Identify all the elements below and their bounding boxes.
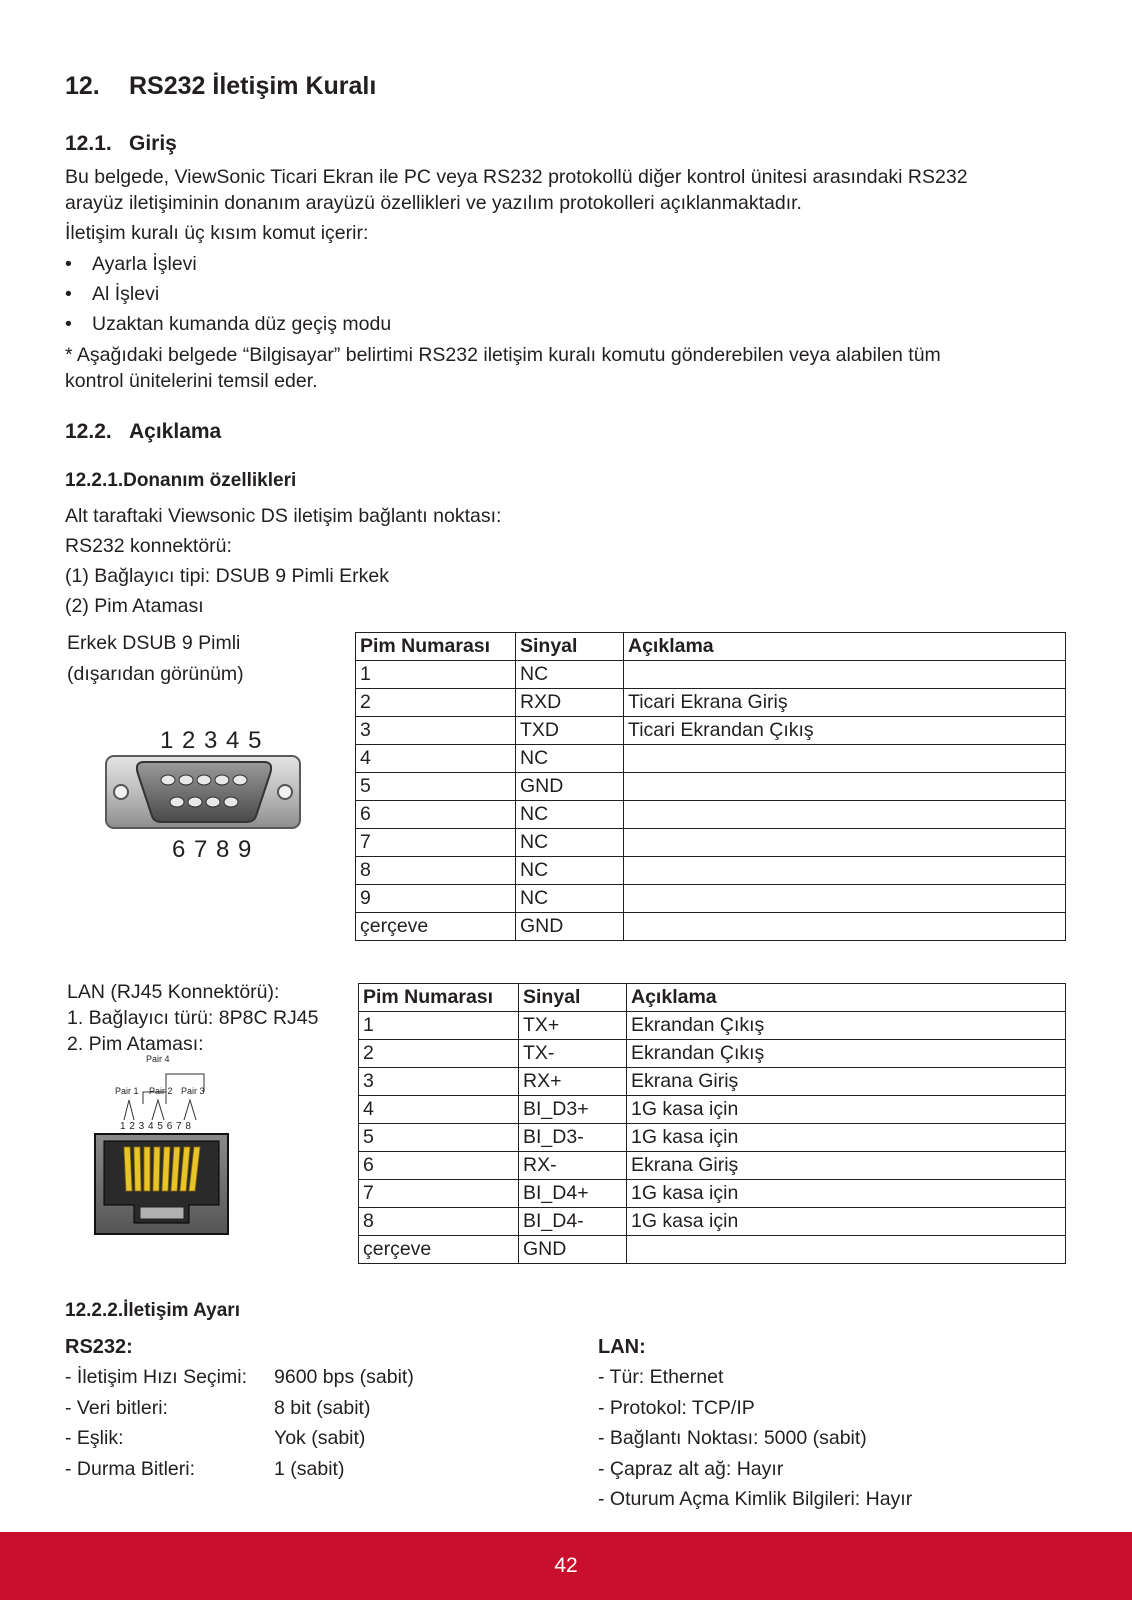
rs232-setting-value: 9600 bps (sabit) xyxy=(274,1366,414,1388)
table-row: 1 TX+ Ekrandan Çıkış xyxy=(359,1012,1066,1040)
bullet-icon: • xyxy=(65,253,72,275)
rs232-settings-title: RS232: xyxy=(65,1336,133,1358)
lan-settings-title: LAN: xyxy=(598,1336,646,1358)
dsub-connector-icon xyxy=(104,752,304,834)
column-header: Pim Numarası xyxy=(359,984,519,1012)
rs232-setting-label: - Eşlik: xyxy=(65,1427,124,1449)
rj45-connector-icon xyxy=(94,1133,229,1235)
rs232-setting-label: - Veri bitleri: xyxy=(65,1397,168,1419)
table-row: çerçeve GND xyxy=(356,913,1066,941)
note-line1: * Aşağıdaki belgede “Bilgisayar” belirtimi RS232 iletişim kuralı komutu gönderebilen veya alabilen tüm xyxy=(65,344,941,366)
table-row: 4 BI_D3+ 1G kasa için xyxy=(359,1096,1066,1124)
column-header: Sinyal xyxy=(519,984,627,1012)
rs232-setting-value: 8 bit (sabit) xyxy=(274,1397,371,1419)
table-row: 3 TXD Ticari Ekrandan Çıkış xyxy=(356,717,1066,745)
table-row: 4 NC xyxy=(356,745,1066,773)
table-row: 7 BI_D4+ 1G kasa için xyxy=(359,1180,1066,1208)
rs232-setting-label: - Durma Bitleri: xyxy=(65,1458,196,1480)
note-line2: kontrol ünitelerini temsil eder. xyxy=(65,370,318,392)
intro-paragraph-line2: arayüz iletişiminin donanım arayüzü özellikleri ve yazılım protokolleri açıklanmaktadır. xyxy=(65,192,802,214)
intro-paragraph-line1: Bu belgede, ViewSonic Ticari Ekran ile PC veya RS232 protokollü diğer kontrol ünitesi arasındaki RS232 xyxy=(65,166,968,188)
lan-pin-table xyxy=(358,983,1066,1264)
table-row: 5 GND xyxy=(356,773,1066,801)
description-title: Açıklama xyxy=(129,420,222,443)
dsub-top-pin-numbers: 1 2 3 4 5 xyxy=(160,727,263,754)
rs232-setting-label: - İletişim Hızı Seçimi: xyxy=(65,1366,248,1388)
bullet-item: • Al İşlevi xyxy=(65,283,160,305)
intro-number: 12.1. xyxy=(65,132,112,155)
lan-setting-item: - Tür: Ethernet xyxy=(598,1366,724,1388)
bullet-icon: • xyxy=(65,313,72,335)
table-row: 2 RXD Ticari Ekrana Giriş xyxy=(356,689,1066,717)
hardware-line2: RS232 konnektörü: xyxy=(65,535,232,557)
bullet-item: • Uzaktan kumanda düz geçiş modu xyxy=(65,313,392,335)
column-header: Pim Numarası xyxy=(356,633,516,661)
lan-setting-item: - Oturum Açma Kimlik Bilgileri: Hayır xyxy=(598,1488,913,1510)
lan-line2: 1. Bağlayıcı türü: 8P8C RJ45 xyxy=(67,1007,319,1029)
column-header: Açıklama xyxy=(624,633,1066,661)
rs232-pin-table xyxy=(355,632,1066,941)
bullet-icon: • xyxy=(65,283,72,305)
page-footer xyxy=(0,1532,1132,1600)
table-row: 6 RX- Ekrana Giriş xyxy=(359,1152,1066,1180)
table-row: 8 NC xyxy=(356,857,1066,885)
description-number: 12.2. xyxy=(65,420,112,443)
section-title xyxy=(65,72,376,101)
hardware-line3: (1) Bağlayıcı tipi: DSUB 9 Pimli Erkek xyxy=(65,565,390,587)
rs232-setting-value: 1 (sabit) xyxy=(274,1458,345,1480)
comm-heading: 12.2.2.İletişim Ayarı xyxy=(65,1300,240,1321)
section-title-text: RS232 İletişim Kuralı xyxy=(129,72,377,100)
rj45-pin-numbers: 1 2 3 4 5 6 7 8 xyxy=(120,1121,192,1132)
rs232-setting-value: Yok (sabit) xyxy=(274,1427,366,1449)
table-row: 3 RX+ Ekrana Giriş xyxy=(359,1068,1066,1096)
table-header-row xyxy=(359,984,1066,1012)
lan-line3: 2. Pim Ataması: xyxy=(67,1033,204,1055)
lan-setting-item: - Bağlantı Noktası: 5000 (sabit) xyxy=(598,1427,867,1449)
pair-brackets-icon xyxy=(110,1064,220,1124)
pair2-label: Pair 2 xyxy=(149,1086,173,1096)
description-heading xyxy=(65,420,221,444)
table-header-row xyxy=(356,633,1066,661)
table-row: 9 NC xyxy=(356,885,1066,913)
lan-setting-item: - Protokol: TCP/IP xyxy=(598,1397,755,1419)
pair3-label: Pair 3 xyxy=(181,1086,205,1096)
dsub-caption-2: (dışarıdan görünüm) xyxy=(67,663,244,685)
table-row: 8 BI_D4- 1G kasa için xyxy=(359,1208,1066,1236)
section-number: 12. xyxy=(65,72,100,100)
column-header: Açıklama xyxy=(627,984,1066,1012)
table-row: 2 TX- Ekrandan Çıkış xyxy=(359,1040,1066,1068)
table-row: 7 NC xyxy=(356,829,1066,857)
hardware-heading: 12.2.1.Donanım özellikleri xyxy=(65,470,297,491)
intro-title: Giriş xyxy=(129,132,177,155)
hardware-line1: Alt taraftaki Viewsonic DS iletişim bağlantı noktası: xyxy=(65,505,502,527)
table-row: 1 NC xyxy=(356,661,1066,689)
table-row: 5 BI_D3- 1G kasa için xyxy=(359,1124,1066,1152)
intro-paragraph-2: İletişim kuralı üç kısım komut içerir: xyxy=(65,222,369,244)
lan-setting-item: - Çapraz alt ağ: Hayır xyxy=(598,1458,784,1480)
table-row: 6 NC xyxy=(356,801,1066,829)
dsub-caption-1: Erkek DSUB 9 Pimli xyxy=(67,632,241,654)
pair1-label: Pair 1 xyxy=(115,1086,139,1096)
bullet-item: • Ayarla İşlevi xyxy=(65,253,197,275)
table-row: çerçeve GND xyxy=(359,1236,1066,1264)
pair4-label: Pair 4 xyxy=(146,1054,170,1064)
hardware-line4: (2) Pim Ataması xyxy=(65,595,204,617)
intro-heading xyxy=(65,132,177,156)
lan-line1: LAN (RJ45 Konnektörü): xyxy=(67,981,280,1003)
column-header: Sinyal xyxy=(516,633,624,661)
dsub-bottom-pin-numbers: 6 7 8 9 xyxy=(172,836,253,863)
page-number: 42 xyxy=(554,1554,578,1577)
